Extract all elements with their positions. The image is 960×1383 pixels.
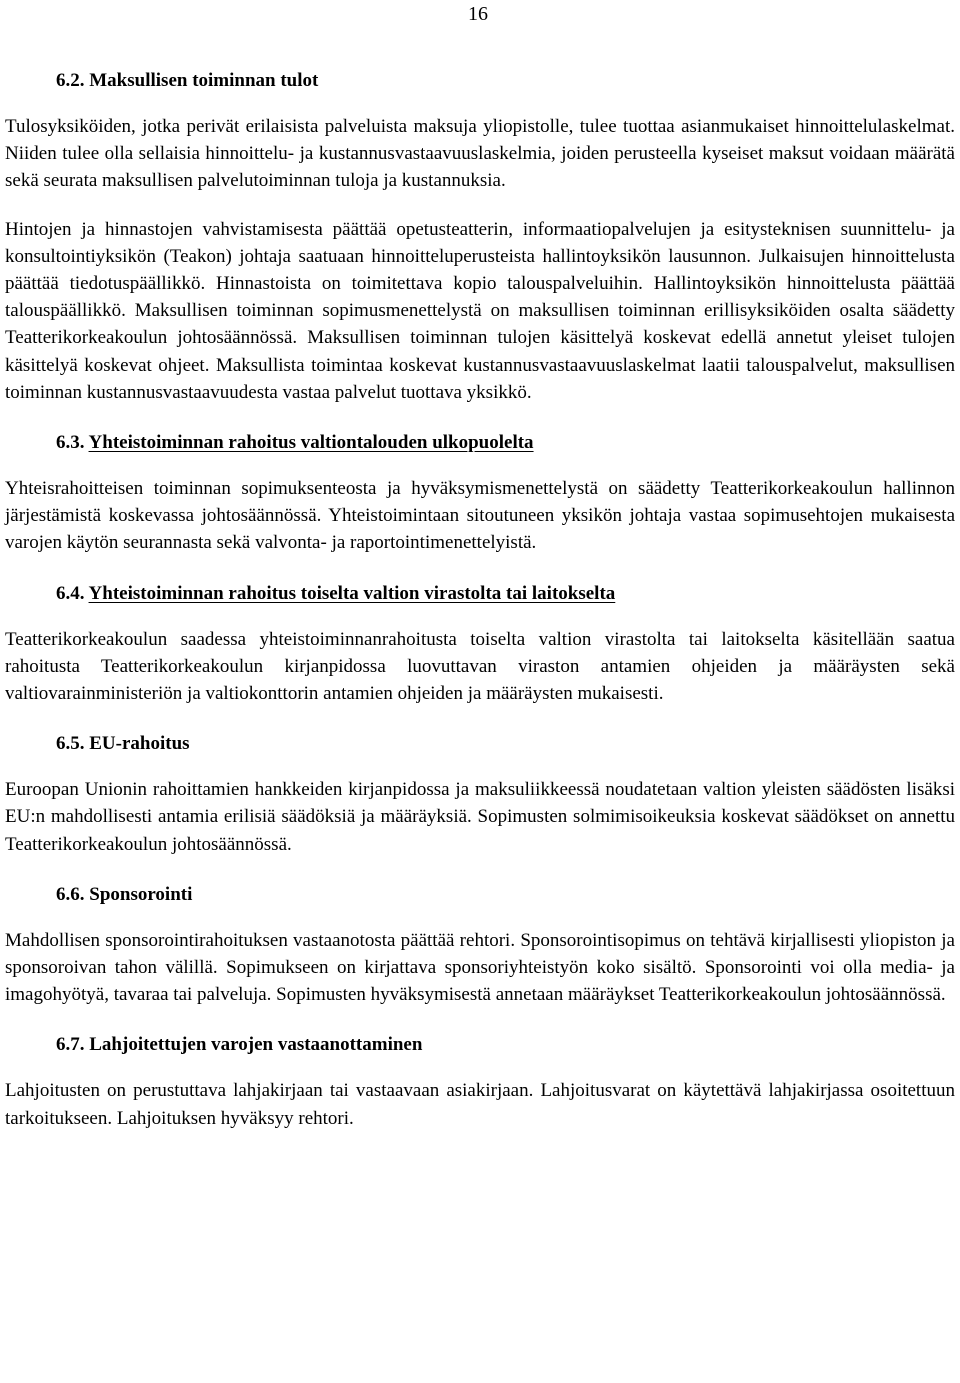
section-number: 6.3. — [56, 432, 85, 454]
section-heading — [56, 581, 955, 607]
section-title: Yhteistoiminnan rahoitus toiselta valtion virastolta tai laitokselta — [88, 582, 616, 604]
paragraph: Teatterikorkeakoulun saadessa yhteistoiminnanrahoitusta toiselta valtion virastolta tai laitokselta käsitellään saatua rahoitusta Teatterikorkeakoulun kirjanpidossa luovuttavan viraston antamien ohjeiden ja määräysten sekä valtiovarainministeriön ja valtiokonttorin antamien ohjeiden ja määräysten mukaisesti. — [5, 628, 955, 705]
section-title: Maksullisen toiminnan tulot — [89, 70, 319, 91]
section-6-3 — [5, 430, 955, 557]
page-number: 16 — [468, 3, 488, 25]
section-heading — [56, 731, 955, 757]
section-title: Lahjoitettujen varojen vastaanottaminen — [89, 1034, 423, 1056]
paragraph: Euroopan Unionin rahoittamien hankkeiden kirjanpidossa ja maksuliikkeessä noudatetaan valtion yleisten säädösten lisäksi EU:n mahdollisesti antamia erilisiä säädöksiä ja määräyksiä. Sopimusten solmimisoikeuksia koskevat säädökset on annettu Teatterikorkeakoulun johtosäännössä. — [5, 779, 955, 855]
section-number: 6.4. — [56, 582, 85, 604]
paragraph: Mahdollisen sponsorointirahoituksen vastaanotosta päättää rehtori. Sponsorointisopimus on tehtävä kirjallisesti yliopiston ja sponsoroivan tahon välillä. Sopimukseen on kirjattava sponsoriyhteistyön koko sisältö. Sponsorointi voi olla media- ja imagohyötyä, tavaraa tai palveluja. Sopimusten hyväksymisestä annetaan määräykset Teatterikorkeakoulun johtosäännössä. — [5, 929, 955, 1006]
paragraph: Tulosyksiköiden, jotka perivät erilaisista palveluista maksuja yliopistolle, tulee tuottaa asianmukaiset hinnoittelulaskelmat. Niiden tulee olla sellaisia hinnoittelu- ja kustannusvastaavuuslaskelmia, joiden perusteella kyseiset maksut voidaan määrätä sekä seurata maksullisen palvelutoiminnan tuloja ja kustannuksia. — [5, 116, 955, 192]
section-6-4 — [5, 581, 955, 708]
section-heading — [56, 430, 955, 456]
section-title: Yhteistoiminnan rahoitus valtiontalouden ulkopuolelta — [88, 432, 534, 454]
section-number: 6.5. — [56, 733, 85, 755]
section-6-6 — [5, 882, 955, 1009]
section-6-7 — [5, 1032, 955, 1131]
section-number: 6.6. — [56, 883, 85, 905]
paragraph: Hintojen ja hinnastojen vahvistamisesta päättää opetusteatterin, informaatiopalvelujen ja esitysteknisen suunnittelu- ja konsultointiyksikön (Teakon) johtaja saatuaan hinnoitteluperusteista hallintoyksikön lausunnon. Julkaisujen hinnoittelusta päättää tiedotuspäällikkö. Hinnastoista on toimitettava kopio talouspalveluihin. Hallintoyksikön hinnoittelusta päättää talouspäällikkö. Maksullisen toiminnan sopimusmenettelystä on maksullisen toiminnan erillisyksiköiden osalta säädetty Teatterikorkeakoulun johtosäännössä. Maksullisen toiminnan tulojen käsittelyä koskevat edellä annetut yleiset tulojen käsittelyä koskevat ohjeet. Maksullista toimintaa koskevat kustannusvastaavuuslaskelmat laatii talouspalvelut, maksullisen toiminnan kustannusvastaavuudesta vastaa palvelut tuottava yksikkö. — [5, 218, 955, 403]
section-6-5 — [5, 731, 955, 858]
paragraph: Lahjoitusten on perustuttava lahjakirjaan tai vastaavaan asiakirjaan. Lahjoitusvarat on käytettävä lahjakirjassa osoitettuun tarkoitukseen. Lahjoituksen hyväksyy rehtori. — [5, 1080, 955, 1129]
document-body — [5, 68, 955, 1132]
section-6-2 — [5, 68, 955, 406]
section-heading — [56, 1032, 955, 1058]
section-title: EU-rahoitus — [89, 733, 190, 755]
section-number: 6.7. — [56, 1034, 85, 1056]
section-heading — [56, 68, 955, 94]
section-heading — [56, 882, 955, 908]
section-number: 6.2. — [56, 70, 85, 91]
paragraph: Yhteisrahoitteisen toiminnan sopimuksenteosta ja hyväksymismenettelystä on säädetty Teatterikorkeakoulun hallinnon järjestämistä koskevassa johtosäännössä. Yhteistoimintaan sitoutuneen yksikön johtaja vastaa sopimusehtojen mukaisesta varojen käytön seurannasta sekä valvonta- ja raportointimenettelyistä. — [5, 478, 955, 554]
section-title: Sponsorointi — [89, 883, 193, 905]
